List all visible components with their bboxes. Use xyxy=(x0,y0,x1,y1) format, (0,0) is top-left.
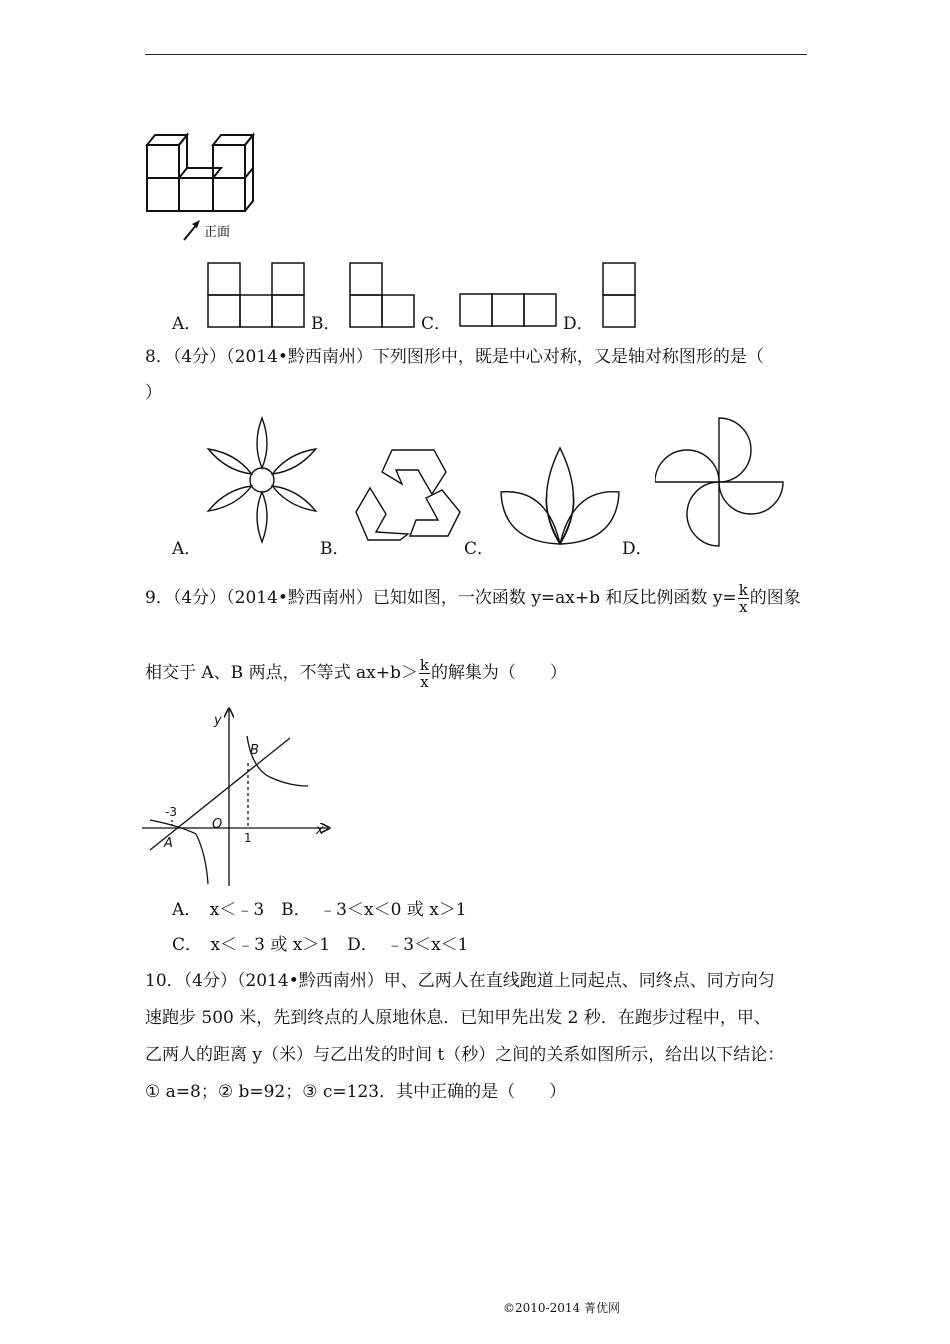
q10-line3: 乙两人的距离 y（米）与乙出发的时间 t（秒）之间的关系如图所示，给出以下结论： xyxy=(145,1045,785,1065)
header-rule xyxy=(145,54,807,55)
q9-stem-line1-a: 9．（4分）（2014•黔西南州）已知如图，一次函数 y=ax+b 和反比例函数 y= xyxy=(145,588,737,608)
line-graph xyxy=(150,738,290,850)
q8-option-b-recycle xyxy=(352,444,464,544)
q9-fraction-2 xyxy=(419,657,430,690)
hyperbola-branch-left xyxy=(150,820,208,884)
q9-stem-line1 xyxy=(145,582,801,615)
q8-stem-line2: ） xyxy=(145,383,162,403)
q10-line4: ① a=8；② b=92；③ c=123．其中正确的是（ ） xyxy=(145,1082,567,1102)
q8-option-d-pinwheel xyxy=(655,414,789,548)
q7-option-b-figure xyxy=(348,261,418,329)
q9-options-line1: A． x＜﹣3 B． ﹣3＜x＜0 或 x＞1 xyxy=(172,900,467,920)
q7-option-c-figure xyxy=(458,292,560,329)
q7-option-b-label: B． xyxy=(311,314,341,334)
q10-line1: 10．（4分）（2014•黔西南州）甲、乙两人在直线跑道上同起点、同终点、同方向匀 xyxy=(145,971,775,991)
q8-option-a-flower xyxy=(200,412,324,548)
q7-option-a-figure xyxy=(206,261,308,329)
q9-stem-line1-b: 的图象 xyxy=(749,588,801,608)
q7-option-d-label: D． xyxy=(563,314,594,334)
q7-option-c-label: C． xyxy=(421,314,452,334)
frac-denominator: x xyxy=(420,673,429,691)
q8-option-c-label: C． xyxy=(464,539,495,559)
front-label: 正面 xyxy=(204,225,231,240)
q9-stem-line2-b: 的解集为（ ） xyxy=(430,663,567,683)
q7-option-d-figure xyxy=(601,261,639,329)
frac-numerator: k xyxy=(419,656,429,674)
q8-option-c-lotus xyxy=(497,442,623,548)
q8-option-d-label: D． xyxy=(622,539,653,559)
q7-block-figure xyxy=(140,128,270,244)
q8-stem-line1: 8．（4分）（2014•黔西南州）下列图形中，既是中心对称，又是轴对称图形的是（ xyxy=(145,347,764,367)
page-footer: ©2010-2014 菁优网 xyxy=(503,1301,620,1315)
q7-option-a-label: A． xyxy=(172,314,202,334)
point-b-label: B xyxy=(250,743,259,758)
frac-denominator: x xyxy=(739,598,748,616)
q9-function-graph xyxy=(140,704,340,888)
tick-neg3-label: -3 xyxy=(165,805,177,819)
q8-option-a-label: A． xyxy=(172,539,202,559)
origin-label: O xyxy=(212,817,223,832)
q9-stem-line2 xyxy=(145,657,567,690)
q8-option-b-label: B． xyxy=(320,539,350,559)
frac-numerator: k xyxy=(738,581,748,599)
q9-stem-line2-a: 相交于 A、B 两点，不等式 ax+b＞ xyxy=(145,663,418,683)
y-axis-label: y xyxy=(214,713,222,728)
tick-1-label: 1 xyxy=(244,831,252,845)
point-a-label: A xyxy=(164,836,173,851)
q9-options-line2: C． x＜﹣3 或 x＞1 D． ﹣3＜x＜1 xyxy=(172,935,469,955)
x-axis-label: x xyxy=(316,823,324,838)
q10-line2: 速跑步 500 米，先到终点的人原地休息．已知甲先出发 2 秒．在跑步过程中，甲、 xyxy=(145,1008,771,1028)
q9-fraction-1 xyxy=(738,582,749,615)
